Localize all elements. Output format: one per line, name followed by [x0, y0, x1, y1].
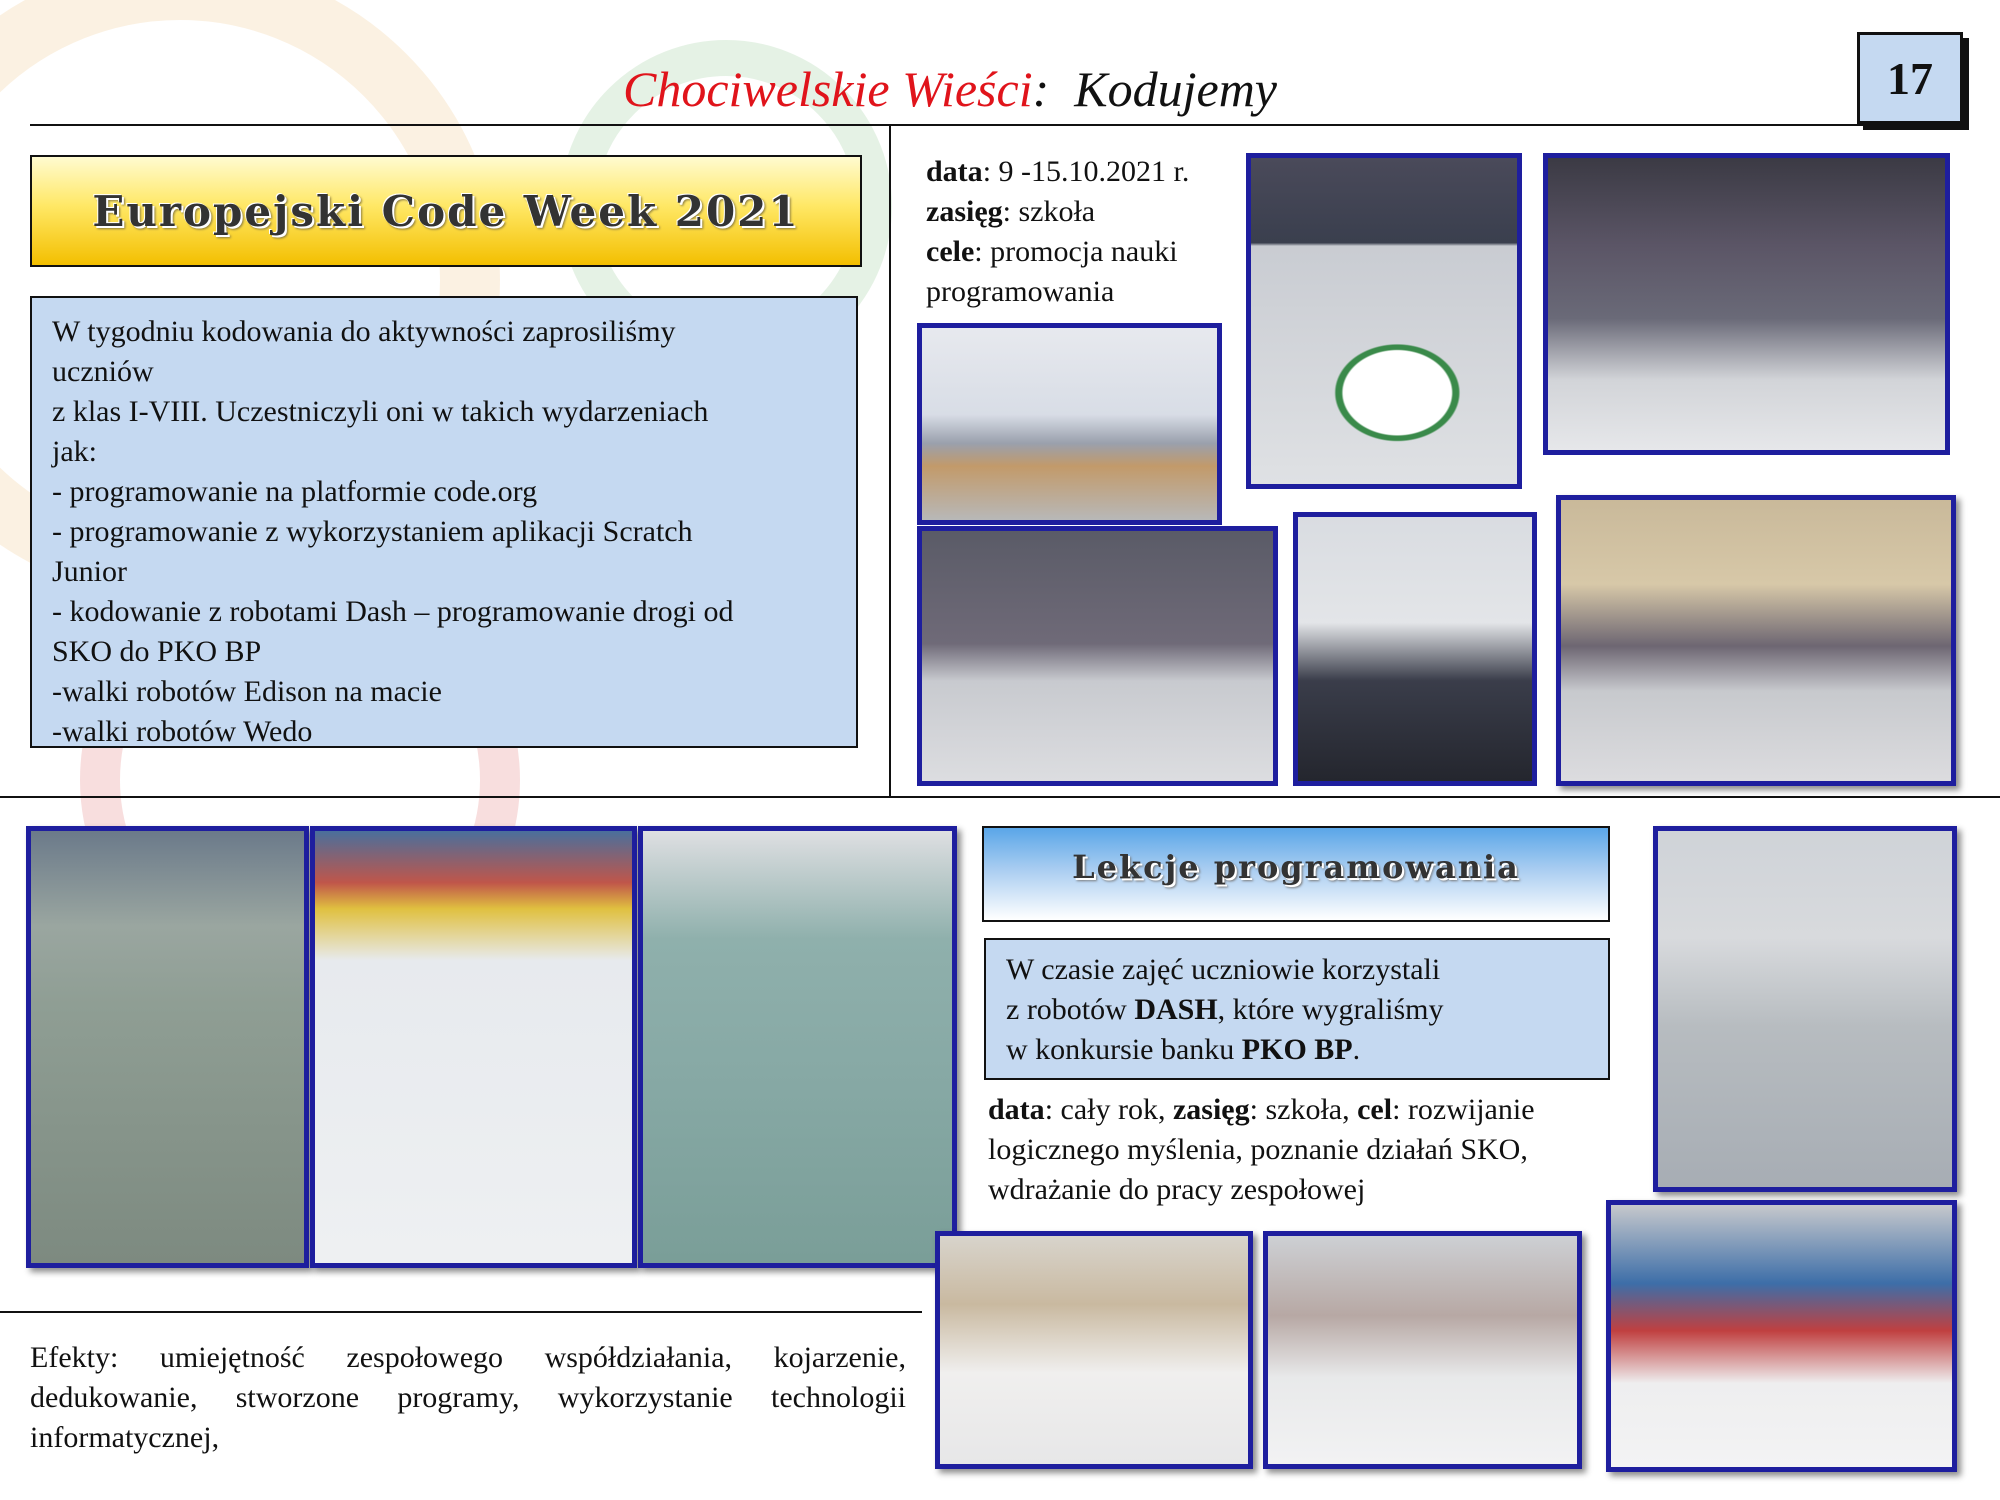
info-label: cele — [926, 235, 975, 268]
description-line: W tygodniu kodowania do aktywności zaprosiliśmy — [52, 315, 676, 348]
photo-tablet-kids-2 — [1263, 1231, 1582, 1469]
info-value: programowania — [926, 275, 1115, 308]
info-value: : szkoła — [1002, 195, 1096, 228]
photo-classroom-dash-1 — [26, 826, 309, 1268]
section-name: Kodujemy — [1074, 61, 1277, 117]
code-week-title: Europejski Code Week 2021 — [30, 155, 862, 267]
photo-laptops — [1293, 512, 1537, 786]
description-line: z klas I-VIII. Uczestniczyli oni w takich wydarzeniach — [52, 395, 709, 428]
description-line: - programowanie na platformie code.org — [52, 475, 538, 508]
description-line: - kodowanie z robotami Dash – programowanie drogi od — [52, 595, 734, 628]
photo-gym-robots — [1556, 495, 1956, 786]
description-line: - programowanie z wykorzystaniem aplikacji Scratch — [52, 515, 693, 548]
publication-name: Chociwelskie Wieści — [622, 61, 1033, 117]
lekcje-info: data: cały rok, zasięg: szkoła, cel: rozwijanie logicznego myślenia, poznanie działań SKO, wdrażanie do pracy zespołowej — [988, 1090, 1614, 1210]
efekty-text: Efekty: umiejętność zespołowego współdziałania, kojarzenie, dedukowanie, stworzone programy, wykorzystanie technologii informatycznej, — [30, 1341, 906, 1454]
efekty-rule — [0, 1311, 922, 1313]
description-line: jak: — [52, 435, 97, 468]
description-line: -walki robotów Wedo — [52, 715, 313, 748]
photo-robot-mat-top — [1246, 153, 1522, 489]
lekcje-info-line: wdrażanie do pracy zespołowej — [988, 1173, 1366, 1206]
page-header — [0, 60, 1900, 118]
photo-numbers-mat — [1653, 826, 1957, 1192]
lekcje-title: Lekcje programowania — [982, 826, 1610, 922]
photo-computer-lab — [917, 323, 1222, 525]
description-line: -walki robotów Edison na macie — [52, 675, 442, 708]
photo-tablet-kids-1 — [935, 1231, 1253, 1469]
info-label: data — [926, 155, 983, 188]
header-separator: : — [1032, 61, 1050, 117]
page-number: 17 — [1857, 32, 1963, 124]
description-line: Junior — [52, 555, 127, 588]
code-week-info — [926, 152, 1226, 312]
lekcje-line: z robotów DASH, które wygraliśmy — [1006, 993, 1444, 1026]
description-line: uczniów — [52, 355, 154, 388]
lekcje-line: W czasie zajęć uczniowie korzystali — [1006, 953, 1441, 986]
photo-classroom-dash-3 — [638, 826, 957, 1268]
photo-tablet-kids-3 — [1606, 1200, 1957, 1472]
photo-students-robots — [917, 526, 1278, 786]
section-divider — [0, 796, 2000, 798]
info-label: zasięg — [926, 195, 1003, 228]
photo-classroom-dash-2 — [310, 826, 637, 1268]
info-value: : 9 -15.10.2021 r. — [982, 155, 1190, 188]
description-line: SKO do PKO BP — [52, 635, 262, 668]
code-week-description — [30, 296, 858, 748]
column-divider — [889, 126, 891, 796]
header-rule — [30, 124, 1967, 126]
lekcje-description — [984, 938, 1610, 1080]
info-value: : promocja nauki — [974, 235, 1178, 268]
lekcje-info-line: logicznego myślenia, poznanie działań SKO, — [988, 1133, 1528, 1166]
lekcje-line: w konkursie banku PKO BP. — [1006, 1033, 1361, 1066]
photo-students-audience — [1543, 153, 1950, 455]
